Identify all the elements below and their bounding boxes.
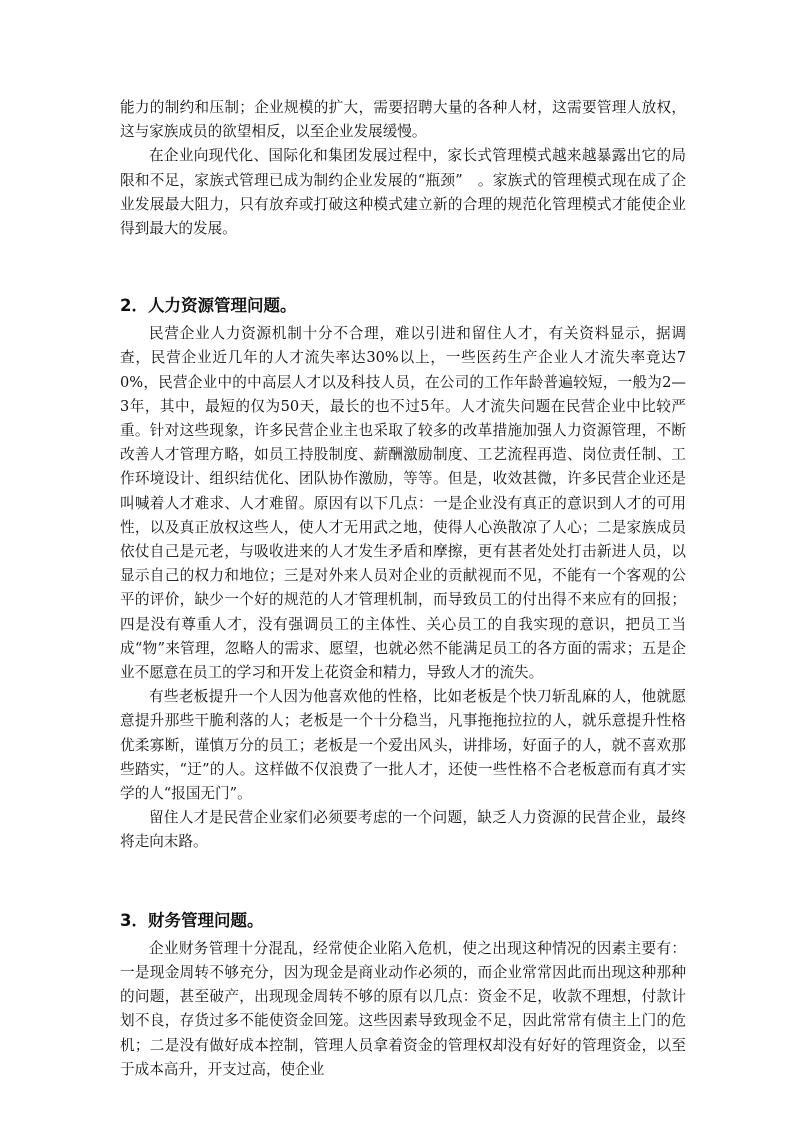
document-page	[120, 96, 686, 1082]
hr-paragraph-2: 有些老板提升一个人因为他喜欢他的性格，比如老板是个快刀斩乱麻的人，他就愿意提升那些干脆利落的人；老板是一个十分稳当，凡事拖拖拉拉的人，就乐意提升性格优柔寡断，谨慎万分的员工；老板是一个爱出风头，讲排场，好面子的人，就不喜欢那些踏实，“迂”的人。这样做不仅浪费了一批人才，还使一些性格不合老板意而有真才实学的人“报国无门”。	[120, 688, 686, 803]
intro-paragraph-1: 能力的制约和压制；企业规模的扩大，需要招聘大量的各种人材，这需要管理人放权，这与家族成员的欲望相反，以至企业发展缓慢。	[120, 99, 686, 141]
hr-paragraph-3: 留住人才是民营企业家们必须要考虑的一个问题，缺乏人力资源的民营企业，最终将走向末路。	[120, 809, 686, 851]
intro-paragraph-2: 在企业向现代化、国际化和集团发展过程中，家长式管理模式越来越暴露出它的局限和不足，家族式管理已成为制约企业发展的“瓶颈” 。家族式的管理模式现在成了企业发展最大阻力，只有放弃或打破这种模式建立新的合理的规范化管理模式才能使企业得到最大的发展。	[120, 147, 686, 238]
hr-paragraph-1: 民营企业人力资源机制十分不合理，难以引进和留住人才，有关资料显示，据调查，民营企业近几年的人才流失率达30%以上，一些医药生产企业人才流失率竟达70%，民营企业中的中高层人才以及科技人员，在公司的工作年龄普遍较短，一般为2—3年，其中，最短的仅为50天，最长的也不过5年。人才流失问题在民营企业中比较严重。针对这些现象，许多民营企业主也采取了较多的改革措施加强人力资源管理，不断改善人才管理方略，如员工持股制度、薪酬激励制度、工艺流程再造、岗位责任制、工作环境设计、组织结优化、团队协作激励，等等。但是，收效甚微，许多民营企业还是叫喊着人才难求、人才难留。原因有以下几点：一是企业没有真正的意识到人才的可用性，以及真正放权这些人，使人才无用武之地，使得人心涣散凉了人心；二是家族成员依仗自己是元老，与吸收进来的人才发生矛盾和摩擦，更有甚者处处打击新进人员，以显示自己的权力和地位；三是对外来人员对企业的贡献视而不见，不能有一个客观的公平的评价，缺少一个好的规范的人才管理机制，而导致员工的付出得不来应有的回报；四是没有尊重人才，没有强调员工的主体性、关心员工的自我实现的意识，把员工当成“物”来管理，忽略人的需求、愿望，也就必然不能满足员工的各方面的需求；五是企业不愿意在员工的学习和开发上花资金和精力，导致人才的流失。	[120, 325, 686, 682]
section-heading-hr: 2．人力资源管理问题。	[120, 296, 297, 316]
finance-paragraph-1: 企业财务管理十分混乱，经常使企业陷入危机，使之出现这种情况的因素主要有：一是现金周转不够充分，因为现金是商业动作必须的，而企业常常因此而出现这种那种的问题，甚至破产，出现现金周转不够的原有以几点：资金不足，收款不理想，付款计划不良，存货过多不能使资金回笼。这些因素导致现金不足，因此常常有债主上门的危机；二是没有做好成本控制，管理人员拿着资金的管理权却没有好好的管理资金，以至于成本高升，开支过高，使企业	[120, 939, 686, 1078]
section-heading-finance: 3．财务管理问题。	[120, 910, 264, 930]
